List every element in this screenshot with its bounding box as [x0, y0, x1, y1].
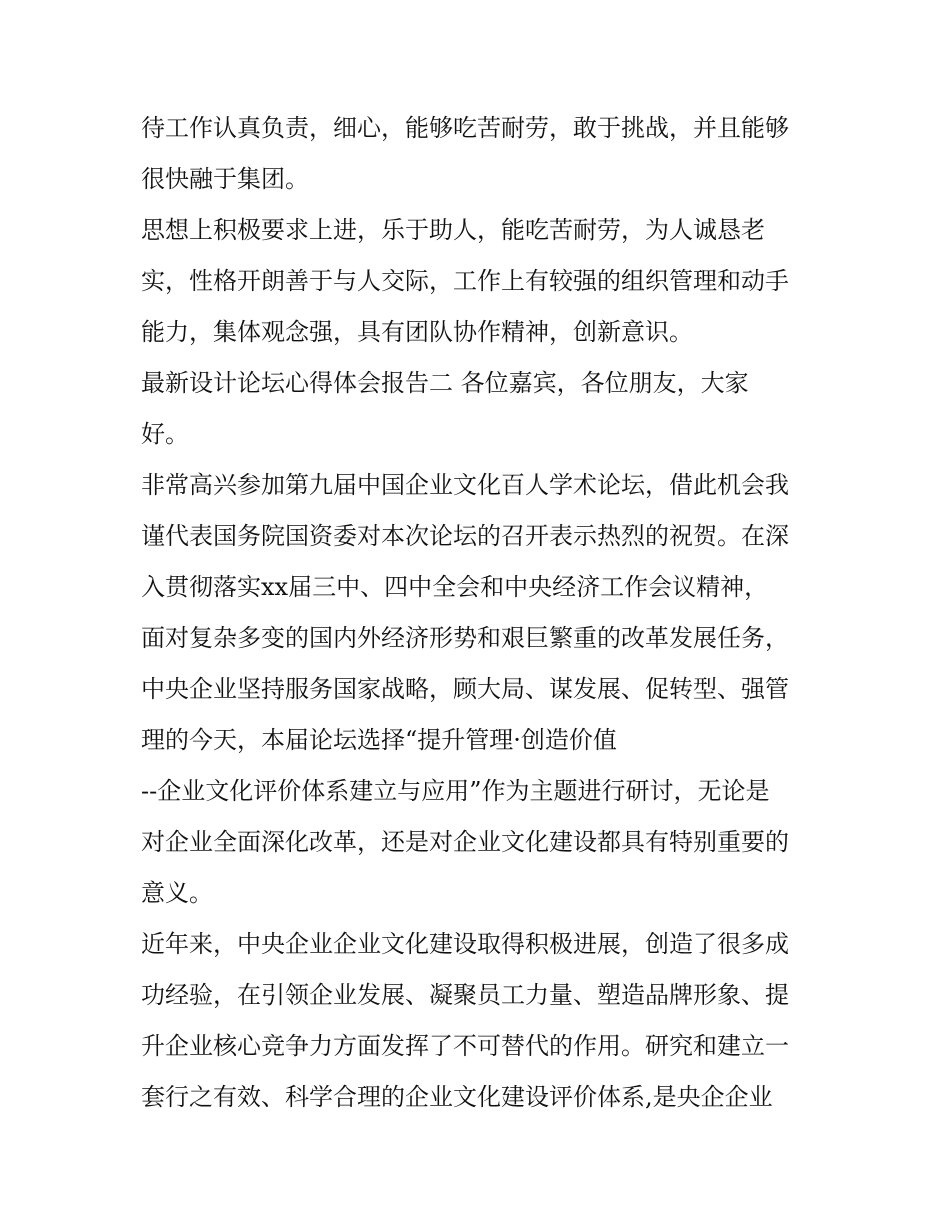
text-line: 升企业核心竞争力方面发挥了不可替代的作用。研究和建立一 [141, 1032, 789, 1060]
text-line: 套行之有效、科学合理的企业文化建设评价体系,是央企企业 [141, 1083, 773, 1111]
text-line: 待工作认真负责，细心，能够吃苦耐劳，敢于挑战，并且能够 [141, 114, 789, 142]
text-line: 近年来，中央企业企业文化建设取得积极进展，创造了很多成 [141, 930, 789, 958]
text-line: 实，性格开朗善于与人交际，工作上有较强的组织管理和动手 [141, 267, 789, 295]
text-line: 入贯彻落实xx届三中、四中全会和中央经济工作会议精神， [141, 573, 769, 601]
text-line: 思想上积极要求上进，乐于助人，能吃苦耐劳，为人诚恳老 [141, 216, 765, 244]
text-line: 谨代表国务院国资委对本次论坛的召开表示热烈的祝贺。在深 [141, 522, 789, 550]
text-line: --企业文化评价体系建立与应用”作为主题进行研讨，无论是 [141, 777, 770, 805]
text-line: 功经验，在引领企业发展、凝聚员工力量、塑造品牌形象、提 [141, 981, 789, 1009]
text-line: 很快融于集团。 [141, 165, 309, 193]
text-line: 好。 [141, 420, 189, 448]
text-line: 面对复杂多变的国内外经济形势和艰巨繁重的改革发展任务， [141, 624, 789, 652]
text-line: 能力，集体观念强，具有团队协作精神，创新意识。 [141, 318, 693, 346]
text-line: 对企业全面深化改革，还是对企业文化建设都具有特别重要的 [141, 828, 789, 856]
text-line: 中央企业坚持服务国家战略，顾大局、谋发展、促转型、强管 [141, 675, 789, 703]
text-line: 非常高兴参加第九届中国企业文化百人学术论坛，借此机会我 [141, 471, 789, 499]
text-line: 最新设计论坛心得体会报告二 各位嘉宾，各位朋友，大家 [141, 369, 749, 397]
text-line: 理的今天，本届论坛选择“提升管理·创造价值 [141, 726, 617, 754]
text-line: 意义。 [141, 879, 213, 907]
